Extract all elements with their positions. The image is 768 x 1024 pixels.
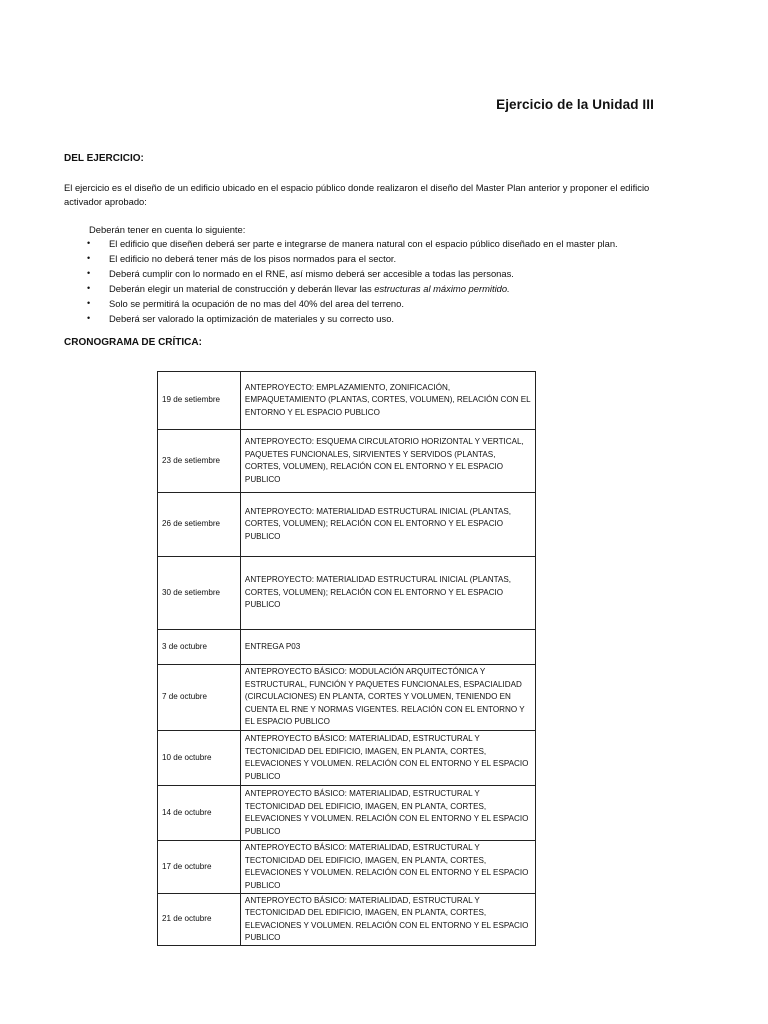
requirement-italic-text: estructuras al máximo permitido.: [374, 283, 510, 294]
schedule-date: 14 de octubre: [158, 786, 241, 841]
table-row: [158, 557, 536, 630]
bullet-icon: •: [87, 283, 91, 293]
table-row: [158, 894, 536, 946]
table-row: [158, 786, 536, 841]
section-heading-cronograma: CRONOGRAMA DE CRÍTICA:: [64, 337, 202, 348]
schedule-description: ANTEPROYECTO: ESQUEMA CIRCULATORIO HORIZONTAL Y VERTICAL, PAQUETES FUNCIONALES, SIRVIENTES Y SERVIDOS (PLANTAS, CORTES, VOLUMEN), RELACIÓN CON EL ENTORNO Y EL ESPACIO PUBLICO: [240, 430, 535, 493]
schedule-date: 30 de setiembre: [158, 557, 241, 630]
schedule-date: 7 de octubre: [158, 665, 241, 731]
requirement-text: El edificio no deberá tener más de los pisos normados para el sector.: [109, 253, 397, 264]
critique-schedule-table: [157, 371, 536, 946]
bullet-icon: •: [87, 253, 91, 263]
schedule-description: ANTEPROYECTO: MATERIALIDAD ESTRUCTURAL INICIAL (PLANTAS, CORTES, VOLUMEN); RELACIÓN CON EL ENTORNO Y EL ESPACIO PUBLICO: [240, 557, 535, 630]
schedule-date: 17 de octubre: [158, 841, 241, 894]
schedule-date: 10 de octubre: [158, 731, 241, 786]
requirement-item: [85, 236, 618, 251]
table-row: [158, 630, 536, 665]
requirement-text: Deberá cumplir con lo normado en el RNE, así mismo deberá ser accesible a todas las personas.: [109, 268, 514, 279]
requirements-lead: Deberán tener en cuenta lo siguiente:: [89, 224, 246, 235]
schedule-description: ANTEPROYECTO: MATERIALIDAD ESTRUCTURAL INICIAL (PLANTAS, CORTES, VOLUMEN); RELACIÓN CON EL ENTORNO Y EL ESPACIO PUBLICO: [240, 493, 535, 557]
requirement-text: Deberán elegir un material de construcción y deberán llevar las: [109, 283, 375, 294]
requirement-item: [85, 266, 618, 281]
requirement-text: Deberá ser valorado la optimización de materiales y su correcto uso.: [109, 313, 395, 324]
section-heading-ejercicio: DEL EJERCICIO:: [64, 153, 144, 164]
schedule-description: ANTEPROYECTO BÁSICO: MATERIALIDAD, ESTRUCTURAL Y TECTONICIDAD DEL EDIFICIO, IMAGEN, EN PLANTA, CORTES, ELEVACIONES Y VOLUMEN. RELACIÓN CON EL ENTORNO Y EL ESPACIO PUBLICO: [240, 786, 535, 841]
requirement-text: Solo se permitirá la ocupación de no mas del 40% del area del terreno.: [109, 298, 404, 309]
schedule-description: ANTEPROYECTO BÁSICO: MATERIALIDAD, ESTRUCTURAL Y TECTONICIDAD DEL EDIFICIO, IMAGEN, EN PLANTA, CORTES, ELEVACIONES Y VOLUMEN. RELACIÓN CON EL ENTORNO Y EL ESPACIO PUBLICO: [240, 841, 535, 894]
bullet-icon: •: [87, 298, 91, 308]
table-row: [158, 731, 536, 786]
requirement-item: [85, 251, 618, 266]
requirement-item: [85, 311, 618, 326]
schedule-date: 23 de setiembre: [158, 430, 241, 493]
schedule-description: ANTEPROYECTO BÁSICO: MATERIALIDAD, ESTRUCTURAL Y TECTONICIDAD DEL EDIFICIO, IMAGEN, EN PLANTA, CORTES, ELEVACIONES Y VOLUMEN. RELACIÓN CON EL ENTORNO Y EL ESPACIO PUBLICO: [240, 894, 535, 946]
exercise-intro-paragraph: El ejercicio es el diseño de un edificio ubicado en el espacio público donde realizaron el diseño del Master Plan anterior y proponer el edificio activador aprobado:: [64, 182, 650, 207]
schedule-date: 19 de setiembre: [158, 372, 241, 430]
bullet-icon: •: [87, 313, 91, 323]
schedule-description: ENTREGA P03: [240, 630, 535, 665]
requirement-item: [85, 296, 618, 311]
table-row: [158, 430, 536, 493]
schedule-description: ANTEPROYECTO: EMPLAZAMIENTO, ZONIFICACIÓN, EMPAQUETAMIENTO (PLANTAS, CORTES, VOLUMEN), RELACIÓN CON EL ENTORNO Y EL ESPACIO PUBLICO: [240, 372, 535, 430]
bullet-icon: •: [87, 268, 91, 278]
table-row: [158, 493, 536, 557]
schedule-description: ANTEPROYECTO BÁSICO: MODULACIÓN ARQUITECTÓNICA Y ESTRUCTURAL, FUNCIÓN Y PAQUETES FUNCIONALES, ESPACIALIDAD (CIRCULACIONES) EN PLANTA, CORTES Y VOLUMEN, TENIENDO EN CUENTA EL RNE Y NORMAS VIGENTES. RELACIÓN CON EL ENTORNO Y EL ESPACIO PUBLICO: [240, 665, 535, 731]
requirement-item: [85, 281, 618, 296]
table-row: [158, 372, 536, 430]
schedule-date: 21 de octubre: [158, 894, 241, 946]
requirements-list: [85, 236, 618, 326]
document-title: Ejercicio de la Unidad III: [496, 97, 654, 112]
schedule-description: ANTEPROYECTO BÁSICO: MATERIALIDAD, ESTRUCTURAL Y TECTONICIDAD DEL EDIFICIO, IMAGEN, EN PLANTA, CORTES, ELEVACIONES Y VOLUMEN. RELACIÓN CON EL ENTORNO Y EL ESPACIO PUBLICO: [240, 731, 535, 786]
bullet-icon: •: [87, 238, 91, 248]
schedule-date: 3 de octubre: [158, 630, 241, 665]
requirement-text: El edificio que diseñen deberá ser parte e integrarse de manera natural con el espacio público diseñado en el master plan.: [109, 238, 618, 249]
table-row: [158, 665, 536, 731]
table-row: [158, 841, 536, 894]
schedule-date: 26 de setiembre: [158, 493, 241, 557]
